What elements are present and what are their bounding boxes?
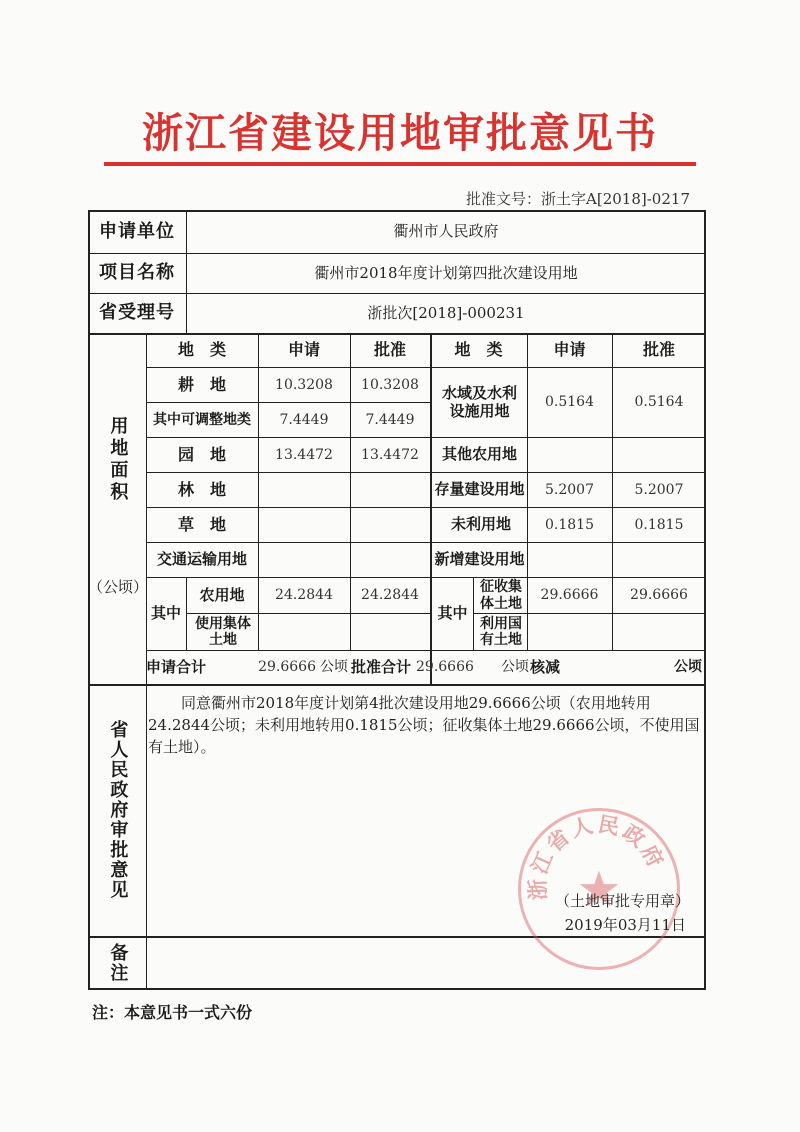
grid-line bbox=[473, 577, 474, 650]
cell-cultivated-approve: 10.3208 bbox=[361, 376, 419, 393]
cell-existing-construction-approve: 5.2007 bbox=[634, 481, 684, 498]
row-label-transport: 交通运输用地 bbox=[156, 550, 247, 569]
header-approve-left: 批准 bbox=[373, 340, 406, 360]
row-label-other-agri: 其他农用地 bbox=[441, 445, 517, 464]
row-label-garden: 园 地 bbox=[177, 444, 226, 464]
row-label-collective-expropriation: 征收集体土地 bbox=[480, 579, 522, 612]
total-reduce-label: 核减 bbox=[530, 657, 561, 676]
label-applicant: 申请单位 bbox=[99, 220, 175, 242]
footnote: 注：本意见书一式六份 bbox=[92, 1003, 253, 1022]
total-approve-value: 29.6666 bbox=[416, 659, 474, 676]
cell-transport-apply bbox=[258, 543, 350, 577]
header-category-left: 地 类 bbox=[177, 340, 226, 360]
cell-collective-use-apply bbox=[258, 614, 350, 650]
cell-agri-land-approve: 24.2844 bbox=[361, 587, 419, 604]
cell-unused-approve: 0.1815 bbox=[634, 516, 684, 533]
cell-transport-approve bbox=[350, 543, 430, 577]
total-apply-label: 申请合计 bbox=[146, 657, 207, 676]
cell-existing-construction-apply: 5.2007 bbox=[545, 481, 594, 498]
cell-garden-apply: 13.4472 bbox=[275, 446, 333, 463]
cell-new-construction-apply bbox=[527, 543, 612, 577]
grid-line bbox=[88, 684, 706, 686]
cell-other-agri-approve bbox=[612, 438, 706, 472]
row-label-adjustable: 其中可调整地类 bbox=[153, 411, 251, 428]
total-apply-unit: 公顷 bbox=[320, 659, 348, 676]
row-label-existing-construction: 存量建设用地 bbox=[434, 480, 525, 499]
cell-state-land-apply bbox=[527, 614, 612, 650]
among-label-right: 其中 bbox=[437, 604, 468, 623]
remarks-content bbox=[147, 937, 705, 989]
header-apply-left: 申请 bbox=[287, 340, 320, 360]
cell-cultivated-apply: 10.3208 bbox=[275, 376, 333, 393]
row-label-state-land: 利用国有土地 bbox=[480, 615, 522, 648]
approval-opinion-text: 同意衢州市2018年度计划第4批次建设用地29.6666公顷（农用地转用24.2844公顷；未利用地转用0.1815公顷；征收集体土地29.6666公顷，不使用国有土地）。 bbox=[148, 694, 700, 756]
cell-adjustable-approve: 7.4449 bbox=[365, 411, 415, 428]
cell-unused-apply: 0.1815 bbox=[545, 516, 594, 533]
cell-grass-apply bbox=[258, 508, 350, 542]
total-approve-unit: 公顷 bbox=[501, 659, 529, 676]
header-apply-right: 申请 bbox=[553, 340, 586, 360]
cell-water-apply: 0.5164 bbox=[545, 394, 594, 411]
approval-number: 批准文号：浙土字A[2018]-0217 bbox=[466, 190, 690, 208]
header-approve-right: 批准 bbox=[642, 340, 675, 360]
document-title: 浙江省建设用地审批意见书 bbox=[142, 109, 658, 157]
cell-adjustable-apply: 7.4449 bbox=[279, 411, 329, 428]
cell-collective-use-approve bbox=[350, 614, 430, 650]
stamp-label: （土地审批专用章） bbox=[554, 892, 690, 910]
row-label-collective-use: 使用集体土地 bbox=[195, 615, 251, 648]
row-label-forest: 林 地 bbox=[177, 479, 226, 499]
cell-collective-expropriation-apply: 29.6666 bbox=[540, 587, 599, 604]
header-category-right: 地 类 bbox=[454, 340, 503, 360]
row-label-new-construction: 新增建设用地 bbox=[434, 550, 525, 569]
total-reduce-value bbox=[572, 651, 672, 684]
unit-label: （公顷） bbox=[88, 578, 149, 597]
value-project-name: 衢州市2018年度计划第四批次建设用地 bbox=[314, 263, 578, 282]
cell-agri-land-apply: 24.2844 bbox=[275, 587, 333, 604]
section-land-area: 用地面积 bbox=[107, 416, 129, 504]
label-project-name: 项目名称 bbox=[99, 262, 175, 284]
cell-forest-apply bbox=[258, 473, 350, 507]
title-underline bbox=[104, 162, 696, 166]
cell-collective-expropriation-approve: 29.6666 bbox=[630, 587, 688, 604]
cell-state-land-approve bbox=[612, 614, 706, 650]
section-remarks: 备注 bbox=[107, 943, 129, 983]
cell-new-construction-approve bbox=[612, 543, 706, 577]
value-applicant: 衢州市人民政府 bbox=[393, 222, 499, 241]
among-label-left: 其中 bbox=[150, 604, 181, 623]
cell-water-approve: 0.5164 bbox=[634, 394, 684, 411]
row-label-grass: 草 地 bbox=[177, 514, 226, 534]
cell-grass-approve bbox=[350, 508, 430, 542]
cell-other-agri-apply bbox=[527, 438, 612, 472]
label-acceptance-no: 省受理号 bbox=[99, 302, 175, 324]
approval-date: 2019年03月11日 bbox=[564, 916, 686, 934]
row-label-water: 水域及水利设施用地 bbox=[441, 384, 517, 420]
cell-garden-approve: 13.4472 bbox=[361, 446, 419, 463]
row-label-agri-land: 农用地 bbox=[199, 585, 245, 604]
cell-forest-approve bbox=[350, 473, 430, 507]
total-apply-value: 29.6666 bbox=[258, 659, 316, 676]
value-acceptance-no: 浙批次[2018]-000231 bbox=[367, 303, 525, 322]
row-label-cultivated: 耕 地 bbox=[177, 374, 226, 394]
seal-text: 浙江省人民政府 bbox=[524, 811, 670, 901]
row-label-unused: 未利用地 bbox=[450, 515, 511, 534]
section-government-opinion: 省人民政府审批意见 bbox=[107, 720, 129, 900]
total-approve-label: 批准合计 bbox=[351, 657, 412, 676]
total-reduce-unit: 公顷 bbox=[674, 659, 702, 676]
